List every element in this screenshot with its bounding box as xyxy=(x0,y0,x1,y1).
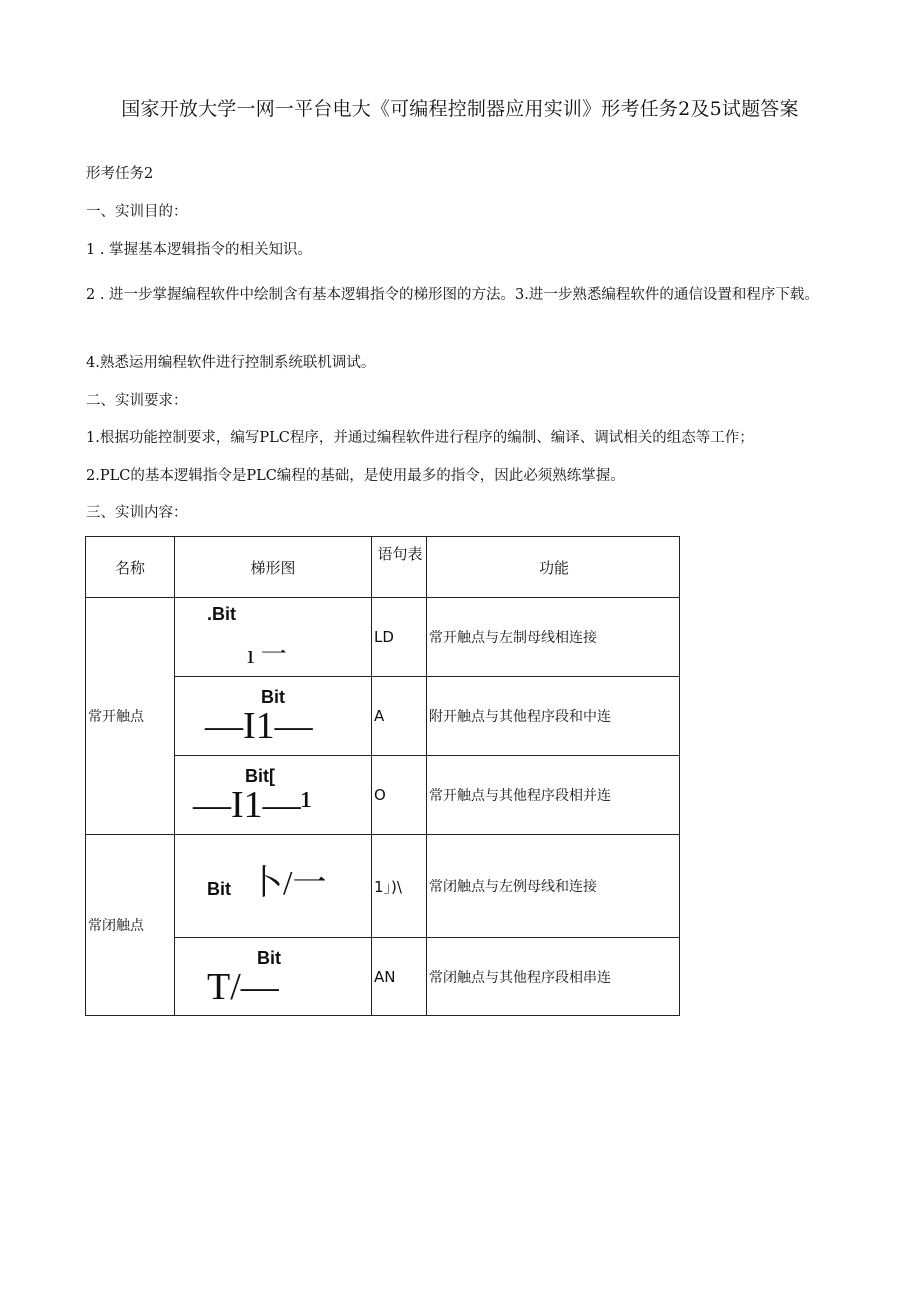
list-item: 2.PLC的基本逻辑指令是PLC编程的基础，是使用最多的指令，因此必须熟练掌握。 xyxy=(86,468,625,484)
section-heading: 形考任务2 xyxy=(86,166,154,182)
header-ladder: 梯形图 xyxy=(175,537,372,598)
header-function: 功能 xyxy=(427,537,680,598)
stl-cell: LD xyxy=(372,598,427,677)
header-stl: 语句表 xyxy=(372,537,427,598)
section-heading: 一、实训目的： xyxy=(86,204,188,220)
ladder-symbol: —I1— xyxy=(205,705,313,747)
table-header-row xyxy=(86,537,680,598)
function-cell: 常闭触点与左例母线和连接 xyxy=(427,835,680,938)
ladder-cell xyxy=(175,938,372,1016)
list-item: 2 . 进一步掌握编程软件中绘制含有基本逻辑指令的梯形图的方法。3.进一步熟悉编程软件的通信设置和程序下载。 xyxy=(86,287,819,303)
list-item: 4.熟悉运用编程软件进行控制系统联机调试。 xyxy=(86,355,376,371)
list-item: 1 . 掌握基本逻辑指令的相关知识。 xyxy=(86,242,313,258)
stl-cell: 1」)\ xyxy=(372,835,427,938)
ladder-cell xyxy=(175,835,372,938)
table-row xyxy=(86,835,680,938)
ladder-symbol: —I1—¹ xyxy=(193,784,313,826)
ladder-label: .Bit xyxy=(207,604,236,624)
table-row xyxy=(86,677,680,756)
ladder-cell xyxy=(175,677,372,756)
section-heading: 三、实训内容： xyxy=(86,505,188,521)
ladder-symbol: T/— xyxy=(207,966,279,1008)
ladder-symbol: ı 一 xyxy=(247,640,287,669)
group-name: 常闭触点 xyxy=(86,835,175,1016)
function-cell: 附开触点与其他程序段和中连 xyxy=(427,677,680,756)
group-name: 常开触点 xyxy=(86,598,175,835)
ladder-symbol: 卜/一 xyxy=(249,865,327,902)
table-row xyxy=(86,598,680,677)
ladder-cell xyxy=(175,756,372,835)
table-row xyxy=(86,756,680,835)
instruction-table xyxy=(85,536,680,1016)
ladder-label: Bit xyxy=(207,879,231,899)
ladder-label: Bit xyxy=(261,687,285,707)
list-item: 1.根据功能控制要求，编写PLC程序，并通过编程软件进行程序的编制、编译、调试相关的组态等工作； xyxy=(86,430,754,446)
stl-cell: A xyxy=(372,677,427,756)
function-cell: 常开触点与左制母线相连接 xyxy=(427,598,680,677)
function-cell: 常闭触点与其他程序段相串连 xyxy=(427,938,680,1016)
stl-cell: AN xyxy=(372,938,427,1016)
ladder-cell xyxy=(175,598,372,677)
stl-cell: O xyxy=(372,756,427,835)
ladder-label: Bit xyxy=(257,948,281,968)
section-heading: 二、实训要求： xyxy=(86,393,188,409)
table-row xyxy=(86,938,680,1016)
function-cell: 常开触点与其他程序段相并连 xyxy=(427,756,680,835)
ladder-label: Bit[ xyxy=(245,766,275,786)
page-title: 国家开放大学一网一平台电大《可编程控制器应用实训》形考任务2及5试题答案 xyxy=(121,98,799,120)
header-name: 名称 xyxy=(86,537,175,598)
